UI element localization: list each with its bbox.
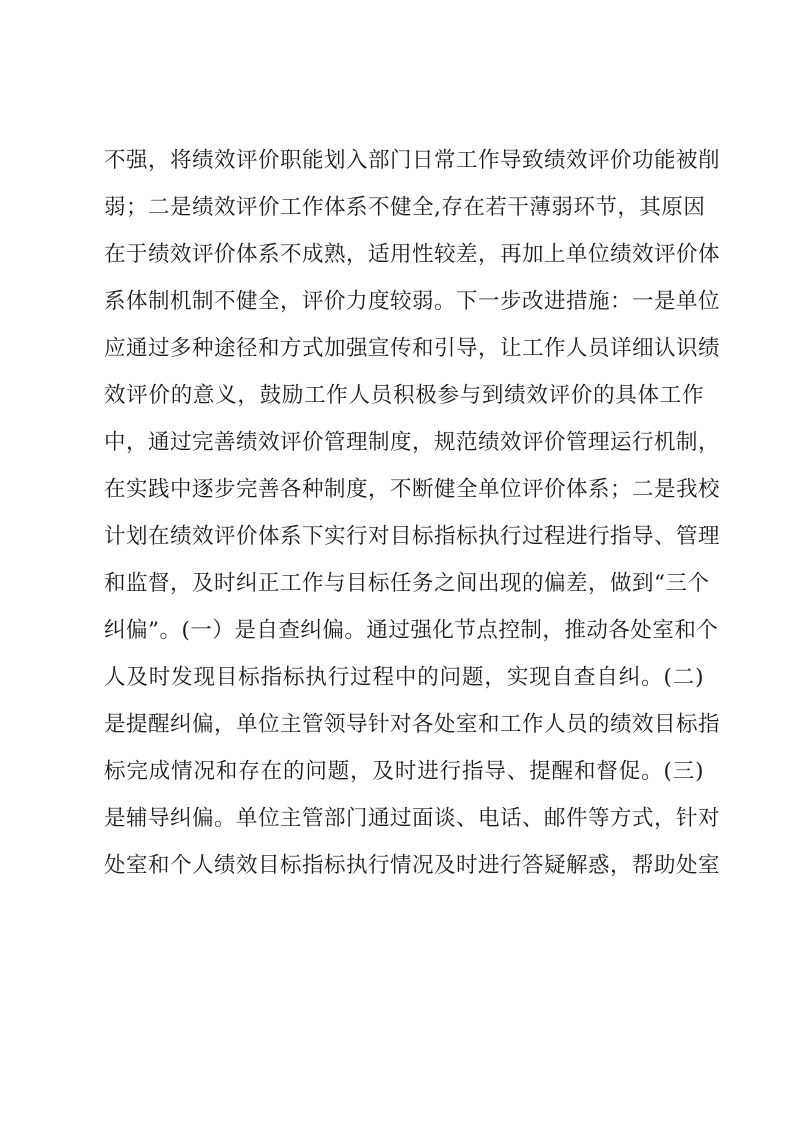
text-line-4: 系体制机制不健全，评价力度较弱。下一步改进措施：一是单位 (104, 289, 721, 314)
text-line-10: 和监督，及时纠正工作与目标任务之间出现的偏差，做到“三个 (104, 571, 710, 596)
text-line-6: 效评价的意义，鼓励工作人员积极参与到绩效评价的具体工作 (104, 383, 704, 408)
text-line-16: 处室和个人绩效目标指标执行情况及时进行答疑解惑，帮助处室 (104, 853, 721, 878)
text-line-11: 纠偏”。(一）是自查纠偏。通过强化节点控制，推动各处室和个 (104, 618, 719, 643)
text-line-13: 是提醒纠偏，单位主管领导针对各处室和工作人员的绩效目标指 (104, 712, 721, 737)
text-line-7: 中，通过完善绩效评价管理制度，规范绩效评价管理运行机制， (104, 430, 721, 455)
text-line-8: 在实践中逐步完善各种制度，不断健全单位评价体系；二是我校 (104, 477, 721, 502)
text-line-12: 人及时发现目标指标执行过程中的问题，实现自查自纠。(二) (104, 665, 704, 690)
text-line-5: 应通过多种途径和方式加强宣传和引导，让工作人员详细认识绩 (104, 336, 721, 361)
text-line-9: 计划在绩效评价体系下实行对目标指标执行过程进行指导、管理 (104, 524, 721, 549)
text-line-14: 标完成情况和存在的问题，及时进行指导、提醒和督促。(三) (104, 759, 704, 784)
body-paragraph (104, 137, 721, 889)
text-line-3: 在于绩效评价体系不成熟，适用性较差，再加上单位绩效评价体 (104, 242, 721, 267)
text-line-1: 不强，将绩效评价职能划入部门日常工作导致绩效评价功能被削 (104, 148, 721, 173)
text-line-15: 是辅导纠偏。单位主管部门通过面谈、电话、邮件等方式，针对 (104, 806, 721, 831)
text-line-2: 弱；二是绩效评价工作体系不健全,存在若干薄弱环节，其原因 (104, 195, 706, 220)
